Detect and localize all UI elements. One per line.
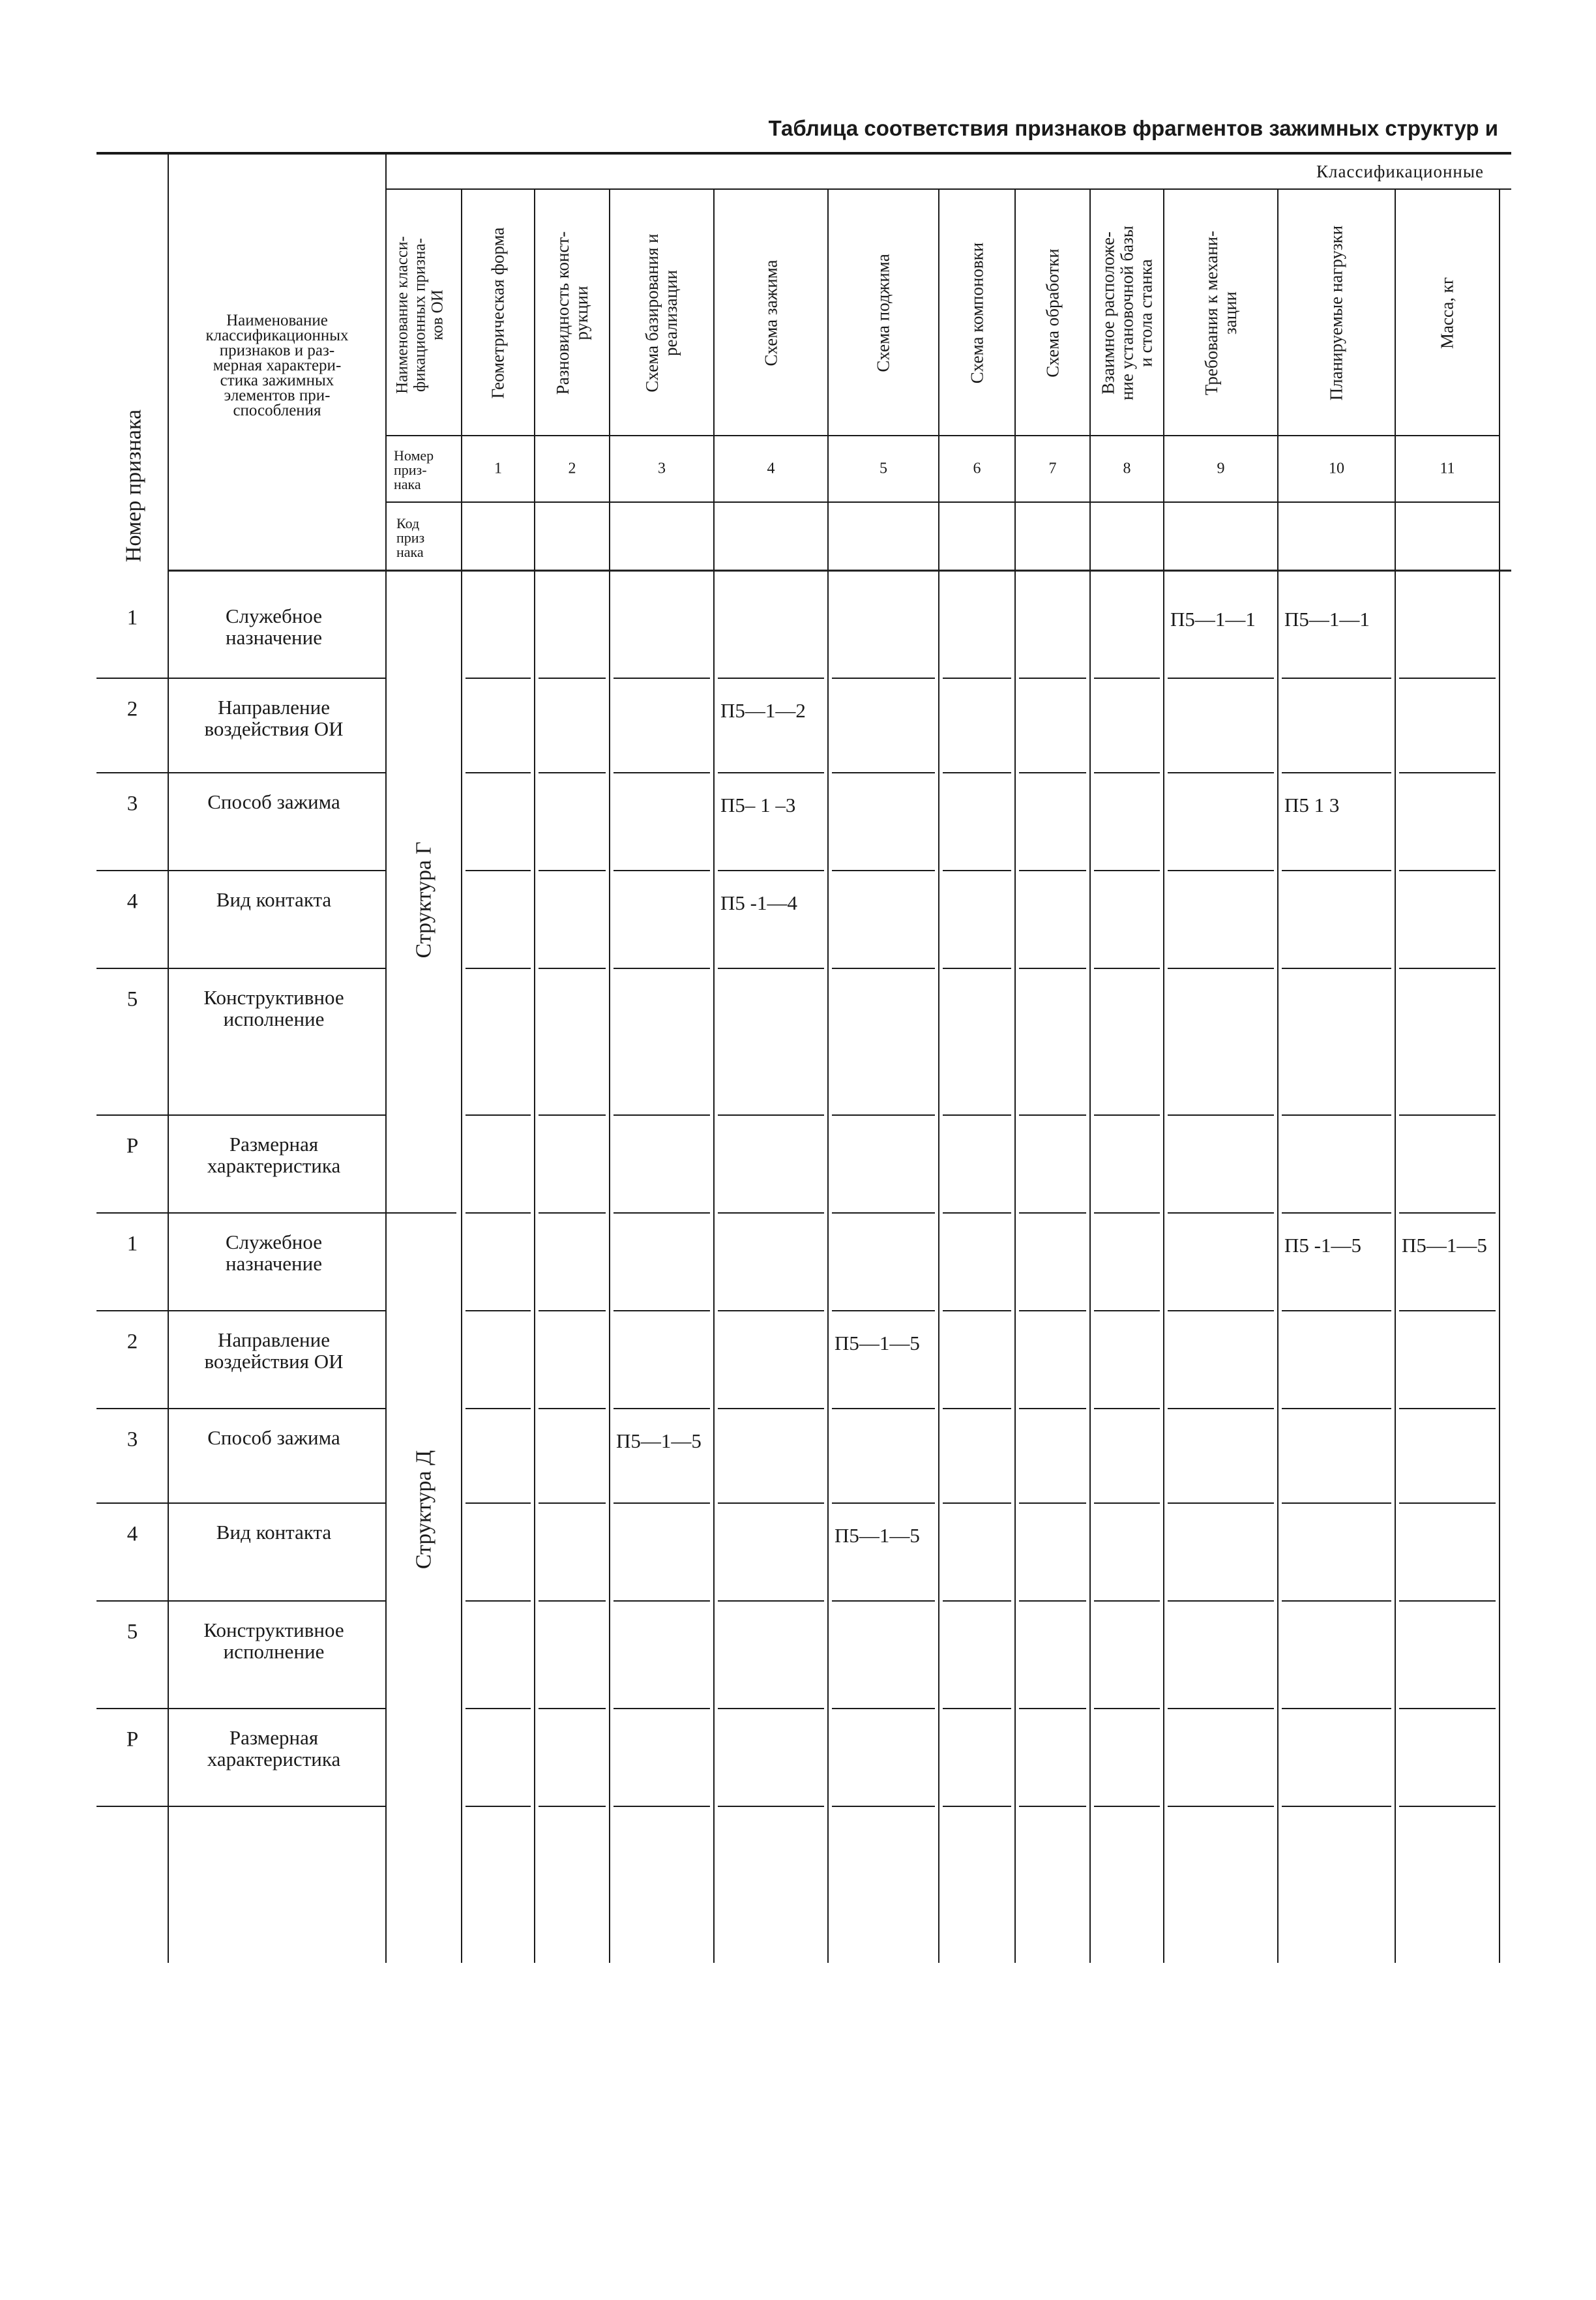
row-number: 4 bbox=[126, 1522, 138, 1546]
fragment-code: П5– 1 –3 bbox=[720, 794, 796, 816]
classification-group-label: Классификационные bbox=[1316, 162, 1484, 181]
row-attribute-name: Конструктивное исполнение bbox=[203, 1619, 344, 1663]
fragment-code: П5—1—1 bbox=[1170, 608, 1256, 631]
column-number-5: 5 bbox=[879, 460, 887, 477]
column-number-3: 3 bbox=[658, 460, 666, 477]
fragment-code: П5—1—5 bbox=[835, 1524, 920, 1547]
oi-attribute-name-header: Наименование класси- фикационных призна- ков ОИ bbox=[393, 236, 447, 394]
column-header-1: Геометрическая форма bbox=[488, 227, 508, 399]
column-header-7: Схема обработки bbox=[1042, 248, 1062, 378]
column-header-2: Разновидность конст- рукции bbox=[552, 231, 591, 395]
row-number: 3 bbox=[126, 792, 138, 816]
row-number: 5 bbox=[126, 987, 138, 1011]
column-header-11: Масса, кг bbox=[1437, 277, 1457, 349]
structure-label: Структура Д bbox=[411, 1450, 436, 1570]
column-number-7: 7 bbox=[1048, 460, 1057, 477]
column-number-9: 9 bbox=[1217, 460, 1225, 477]
row-number: Р bbox=[126, 1134, 139, 1158]
row-attribute-name: Служебное назначение bbox=[225, 605, 323, 649]
row-attribute-name: Служебное назначение bbox=[225, 1231, 323, 1275]
row-number: 2 bbox=[126, 697, 138, 721]
row-number: 3 bbox=[126, 1427, 138, 1452]
row-attribute-name: Вид контакта bbox=[216, 888, 332, 911]
row-attribute-name: Способ зажима bbox=[207, 1426, 340, 1449]
row-number: 5 bbox=[126, 1620, 138, 1644]
column-number-2: 2 bbox=[568, 460, 576, 477]
column-number-10: 10 bbox=[1329, 460, 1344, 477]
column-number-1: 1 bbox=[494, 460, 502, 477]
fragment-code: П5—1—1 bbox=[1284, 608, 1370, 631]
row-number: 4 bbox=[126, 889, 138, 914]
fragment-code: П5—1—2 bbox=[720, 699, 806, 722]
row-attribute-name: Конструктивное исполнение bbox=[203, 986, 344, 1030]
structure-label: Структура Г bbox=[411, 841, 436, 959]
row-number: 1 bbox=[126, 1232, 138, 1256]
row-attribute-name: Направление воздействия ОИ bbox=[204, 1328, 344, 1373]
column-header-8: Взаимное расположе- ние установочной базы и стола станка bbox=[1098, 226, 1155, 400]
fragment-code: П5 -1—4 bbox=[720, 891, 797, 914]
column-header-5: Схема поджима bbox=[873, 254, 893, 372]
column-number-11: 11 bbox=[1440, 460, 1455, 477]
attribute-number-label: Номер приз- нака bbox=[394, 447, 434, 492]
column-number-4: 4 bbox=[767, 460, 775, 477]
row-attribute-name: Вид контакта bbox=[216, 1521, 332, 1544]
fragment-code: П5—1—5 bbox=[835, 1332, 920, 1354]
row-number: 2 bbox=[126, 1330, 138, 1354]
column-header-3: Схема базирования и реализации bbox=[642, 233, 681, 393]
row-attribute-name: Размерная характеристика bbox=[207, 1133, 341, 1177]
row-number: Р bbox=[126, 1727, 139, 1752]
fragment-code: П5—1—5 bbox=[1402, 1234, 1487, 1257]
fragment-code: П5 1 3 bbox=[1284, 794, 1340, 816]
column-header-6: Схема компоновки bbox=[967, 242, 986, 384]
attribute-code-label: Код приз нака bbox=[396, 515, 425, 560]
table-title: Таблица соответствия признаков фрагментов зажимных структур и bbox=[768, 116, 1498, 140]
column-header-4: Схема зажима bbox=[761, 260, 780, 366]
row-attribute-name: Размерная характеристика bbox=[207, 1726, 341, 1770]
fragment-code: П5—1—5 bbox=[616, 1429, 702, 1452]
fragment-code: П5 -1—5 bbox=[1284, 1234, 1361, 1257]
row-attribute-name: Способ зажима bbox=[207, 790, 340, 813]
row-number: 1 bbox=[126, 606, 138, 630]
row-number-header: Номер признака bbox=[121, 409, 146, 563]
column-header-9: Требования к механи- зации bbox=[1201, 230, 1240, 396]
column-header-10: Планируемые нагрузки bbox=[1326, 225, 1346, 401]
row-name-header: Наименование классификационных признаков и раз- мерная характери- стика зажимных элементов при- способления bbox=[205, 312, 349, 419]
row-attribute-name: Направление воздействия ОИ bbox=[204, 696, 344, 740]
column-number-6: 6 bbox=[973, 460, 981, 477]
column-number-8: 8 bbox=[1123, 460, 1131, 477]
